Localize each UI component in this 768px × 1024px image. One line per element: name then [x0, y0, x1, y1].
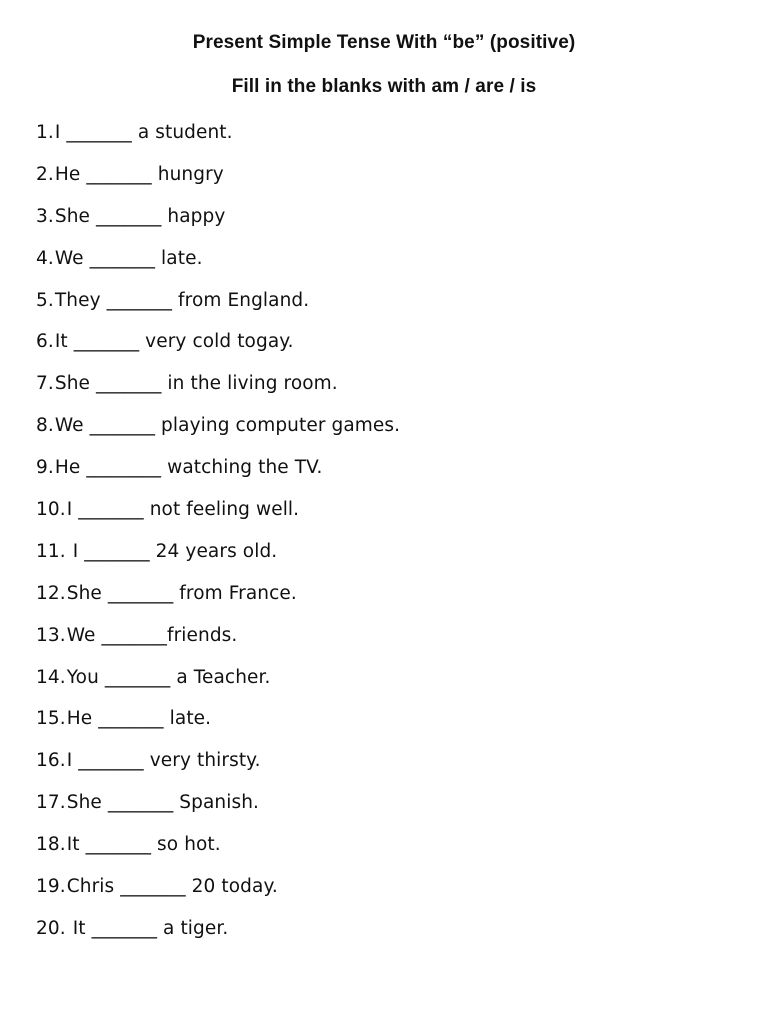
- exercise-item: [36, 872, 400, 914]
- exercise-sentence: We _______friends.: [66, 624, 238, 646]
- exercise-sentence: You _______ a Teacher.: [66, 666, 271, 688]
- exercise-number: 17.: [36, 792, 66, 814]
- exercise-number: 14.: [36, 666, 66, 688]
- exercise-sentence: He _______ late.: [66, 708, 212, 730]
- worksheet-instructions: Fill in the blanks with am / are / is: [231, 76, 537, 97]
- exercise-sentence: She _______ in the living room.: [54, 373, 338, 395]
- exercise-list: [36, 118, 400, 956]
- exercise-sentence: She _______ happy: [54, 205, 226, 227]
- exercise-item: [36, 495, 400, 537]
- exercise-sentence: He ________ watching the TV.: [54, 457, 323, 479]
- exercise-item: [36, 453, 400, 495]
- exercise-number: 3.: [36, 205, 54, 227]
- exercise-number: 2.: [36, 163, 54, 185]
- exercise-sentence: I _______ a student.: [54, 122, 233, 143]
- exercise-sentence: He _______ hungry: [54, 163, 224, 185]
- exercise-item: [36, 537, 400, 579]
- exercise-number: 15.: [36, 708, 66, 730]
- exercise-sentence: She _______ Spanish.: [66, 792, 260, 814]
- exercise-number: 7.: [36, 373, 54, 395]
- exercise-sentence: It _______ a tiger.: [66, 917, 229, 939]
- exercise-number: 16.: [36, 750, 66, 772]
- exercise-number: 11.: [36, 540, 66, 562]
- exercise-sentence: I _______ 24 years old.: [66, 540, 278, 562]
- exercise-number: 20.: [36, 917, 66, 939]
- exercise-item: [36, 244, 400, 286]
- exercise-number: 12.: [36, 582, 66, 604]
- exercise-item: [36, 746, 400, 788]
- exercise-sentence: Chris _______ 20 today.: [66, 876, 278, 898]
- exercise-item: [36, 788, 400, 830]
- exercise-number: 1.: [36, 122, 54, 143]
- exercise-sentence: I _______ very thirsty.: [66, 750, 261, 772]
- exercise-number: 5.: [36, 289, 54, 311]
- exercise-number: 9.: [36, 457, 54, 479]
- exercise-number: 13.: [36, 624, 66, 646]
- exercise-number: 19.: [36, 876, 66, 898]
- exercise-number: 18.: [36, 834, 66, 856]
- exercise-item: [36, 369, 400, 411]
- exercise-item: [36, 118, 400, 160]
- worksheet-title: Present Simple Tense With “be” (positive): [192, 32, 576, 53]
- exercise-item: [36, 663, 400, 705]
- exercise-sentence: I _______ not feeling well.: [66, 499, 300, 521]
- exercise-sentence: We _______ late.: [54, 247, 203, 269]
- exercise-item: [36, 914, 400, 956]
- exercise-sentence: She _______ from France.: [66, 582, 297, 604]
- exercise-item: [36, 286, 400, 328]
- exercise-item: [36, 621, 400, 663]
- exercise-sentence: They _______ from England.: [54, 289, 310, 311]
- exercise-number: 8.: [36, 415, 54, 437]
- exercise-number: 4.: [36, 247, 54, 269]
- exercise-number: 6.: [36, 331, 54, 353]
- exercise-item: [36, 704, 400, 746]
- exercise-item: [36, 202, 400, 244]
- exercise-sentence: We _______ playing computer games.: [54, 415, 401, 437]
- exercise-item: [36, 327, 400, 369]
- exercise-item: [36, 411, 400, 453]
- exercise-item: [36, 830, 400, 872]
- exercise-item: [36, 579, 400, 621]
- exercise-item: [36, 160, 400, 202]
- exercise-sentence: It _______ very cold togay.: [54, 331, 294, 353]
- exercise-number: 10.: [36, 499, 66, 521]
- exercise-sentence: It _______ so hot.: [66, 834, 221, 856]
